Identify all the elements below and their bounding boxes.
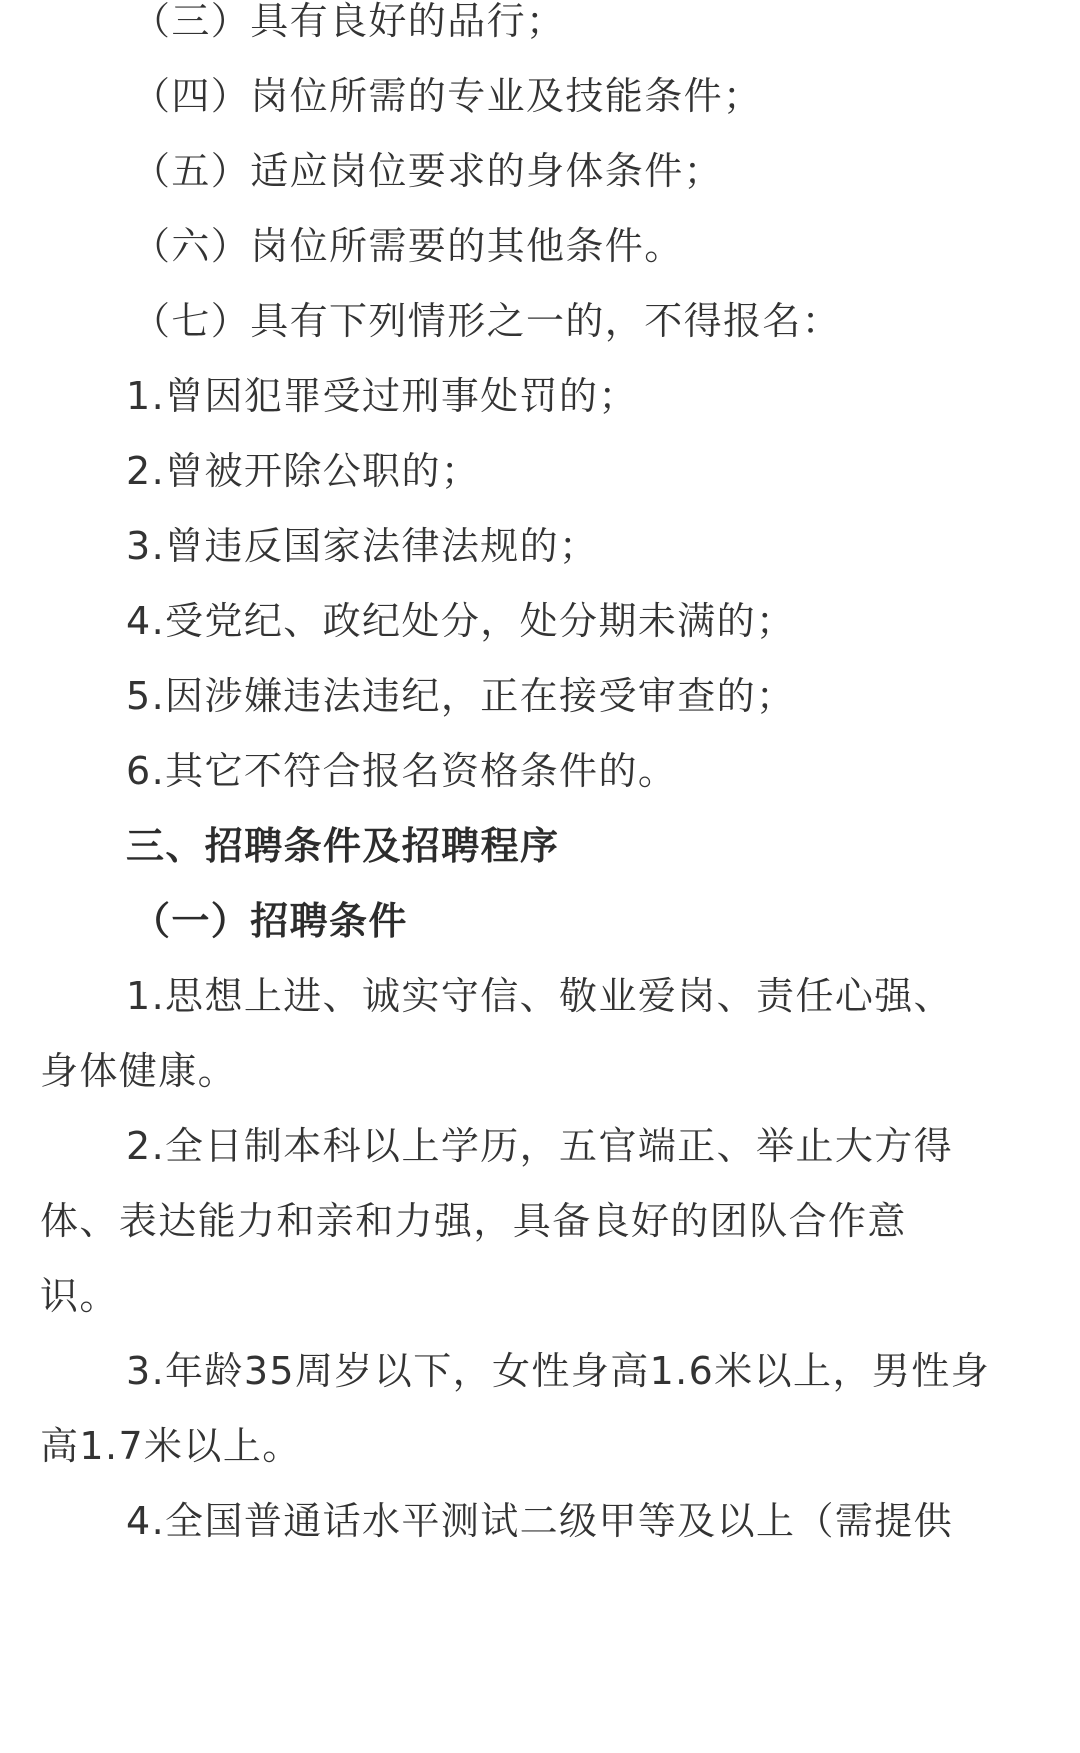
condition-2-line-2: 体、表达能力和亲和力强，具备良好的团队合作意: [40, 1199, 907, 1243]
section-heading: 三、招聘条件及招聘程序: [126, 824, 560, 868]
condition-3-line-1: 3.年龄35周岁以下，女性身高1.6米以上，男性身: [126, 1349, 991, 1393]
eligibility-item-4: （四）岗位所需的专业及技能条件；: [132, 74, 763, 118]
condition-1-line-1: 1.思想上进、诚实守信、敬业爱岗、责任心强、: [126, 974, 954, 1018]
disqualification-item-4: 4.受党纪、政纪处分，处分期未满的；: [126, 599, 796, 643]
eligibility-item-5: （五）适应岗位要求的身体条件；: [132, 149, 724, 193]
eligibility-item-3: （三）具有良好的品行；: [132, 0, 566, 43]
eligibility-item-6: （六）岗位所需要的其他条件。: [132, 224, 684, 268]
condition-2-line-1: 2.全日制本科以上学历，五官端正、举止大方得: [126, 1124, 954, 1168]
disqualification-item-5: 5.因涉嫌违法违纪，正在接受审查的；: [126, 674, 796, 718]
disqualification-item-3: 3.曾违反国家法律法规的；: [126, 524, 599, 568]
subsection-heading: （一）招聘条件: [132, 899, 408, 943]
disqualification-item-6: 6.其它不符合报名资格条件的。: [126, 749, 678, 793]
disqualification-item-1: 1.曾因犯罪受过刑事处罚的；: [126, 374, 638, 418]
disqualification-item-2: 2.曾被开除公职的；: [126, 449, 481, 493]
condition-2-line-3: 识。: [40, 1274, 119, 1318]
condition-4-line-1: 4.全国普通话水平测试二级甲等及以上（需提供: [126, 1499, 954, 1543]
eligibility-item-7: （七）具有下列情形之一的，不得报名：: [132, 299, 842, 343]
condition-1-line-2: 身体健康。: [40, 1049, 238, 1093]
condition-3-line-2: 高1.7米以上。: [40, 1424, 302, 1468]
